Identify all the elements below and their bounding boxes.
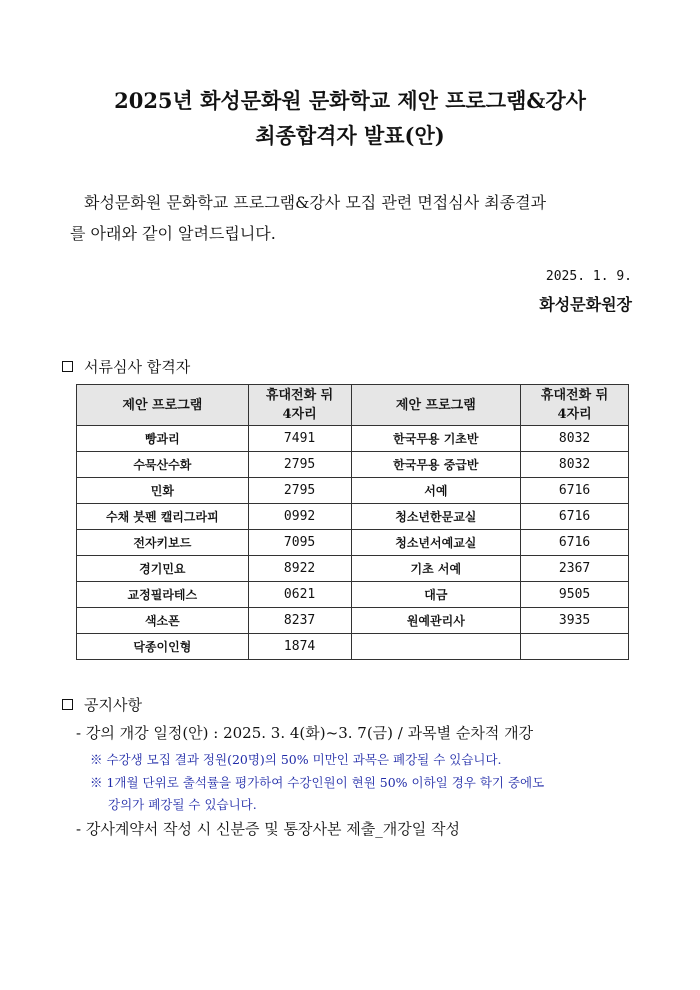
program-cell: 청소년한문교실 <box>351 504 521 530</box>
program-cell: 기초 서예 <box>351 556 521 582</box>
phone-cell: 6716 <box>521 478 629 504</box>
program-cell: 한국무용 기초반 <box>351 426 521 452</box>
program-cell <box>351 634 521 660</box>
program-cell: 수채 붓펜 캘리그라피 <box>77 504 249 530</box>
phone-cell: 2367 <box>521 556 629 582</box>
passers-table <box>76 384 629 660</box>
table-row <box>77 530 629 556</box>
phone-cell: 6716 <box>521 530 629 556</box>
notice-cancel-rule-2: ※ 1개월 단위로 출석률을 평가하여 수강인원이 현원 50% 이하일 경우 학기 중에도 <box>90 775 545 790</box>
notice-schedule: - 강의 개강 일정(안) : 2025. 3. 4(화)~3. 7(금) / 과목별 순차적 개강 <box>76 724 534 742</box>
notice-cancel-rule-1: ※ 수강생 모집 결과 정원(20명)의 50% 미만인 과목은 폐강될 수 있습니다. <box>90 752 502 767</box>
phone-cell: 8032 <box>521 452 629 478</box>
table-row <box>77 608 629 634</box>
phone-cell: 2795 <box>248 478 351 504</box>
phone-cell: 8032 <box>521 426 629 452</box>
program-cell: 색소폰 <box>77 608 249 634</box>
program-cell: 대금 <box>351 582 521 608</box>
phone-cell: 3935 <box>521 608 629 634</box>
program-cell: 원예관리사 <box>351 608 521 634</box>
program-cell: 전자키보드 <box>77 530 249 556</box>
header-program-2: 제안 프로그램 <box>351 385 521 426</box>
notice-cancel-rule-2-cont: 강의가 폐강될 수 있습니다. <box>108 797 257 812</box>
phone-cell: 2795 <box>248 452 351 478</box>
section-title: 서류심사 합격자 <box>84 358 191 376</box>
phone-cell: 7491 <box>248 426 351 452</box>
program-cell: 수묵산수화 <box>77 452 249 478</box>
program-cell: 교정필라테스 <box>77 582 249 608</box>
table-row <box>77 556 629 582</box>
phone-cell <box>521 634 629 660</box>
phone-cell: 6716 <box>521 504 629 530</box>
checkbox-bullet-icon <box>62 699 73 710</box>
program-cell: 빵과리 <box>77 426 249 452</box>
table-row <box>77 426 629 452</box>
phone-cell: 8237 <box>248 608 351 634</box>
program-cell: 민화 <box>77 478 249 504</box>
document-title: 2025년 화성문화원 문화학교 제안 프로그램&강사 <box>114 88 586 113</box>
table-row <box>77 634 629 660</box>
phone-cell: 0992 <box>248 504 351 530</box>
header-program-1: 제안 프로그램 <box>77 385 249 426</box>
program-cell: 한국무용 중급반 <box>351 452 521 478</box>
signature: 화성문화원장 <box>539 295 632 314</box>
phone-cell: 0621 <box>248 582 351 608</box>
table-header-row <box>77 385 629 426</box>
phone-cell: 1874 <box>248 634 351 660</box>
notice-contract: - 강사계약서 작성 시 신분증 및 통장사본 제출_개강일 작성 <box>76 820 460 838</box>
program-cell: 닥종이인형 <box>77 634 249 660</box>
header-phone-2: 휴대전화 뒤 4자리 <box>521 385 629 426</box>
section-document-review <box>62 356 190 377</box>
table-row <box>77 452 629 478</box>
table-row <box>77 478 629 504</box>
section-notice <box>62 694 142 715</box>
phone-cell: 8922 <box>248 556 351 582</box>
header-phone-1: 휴대전화 뒤 4자리 <box>248 385 351 426</box>
program-cell: 서예 <box>351 478 521 504</box>
phone-cell: 9505 <box>521 582 629 608</box>
checkbox-bullet-icon <box>62 361 73 372</box>
table-row <box>77 582 629 608</box>
document-date: 2025. 1. 9. <box>545 269 632 284</box>
section-title: 공지사항 <box>84 696 142 714</box>
program-cell: 경기민요 <box>77 556 249 582</box>
program-cell: 청소년서예교실 <box>351 530 521 556</box>
phone-cell: 7095 <box>248 530 351 556</box>
intro-line-1: 화성문화원 문화학교 프로그램&강사 모집 관련 면접심사 최종결과 <box>84 193 547 212</box>
table-row <box>77 504 629 530</box>
document-subtitle: 최종합격자 발표(안) <box>255 123 445 148</box>
intro-line-2: 를 아래와 같이 알려드립니다. <box>70 224 276 243</box>
